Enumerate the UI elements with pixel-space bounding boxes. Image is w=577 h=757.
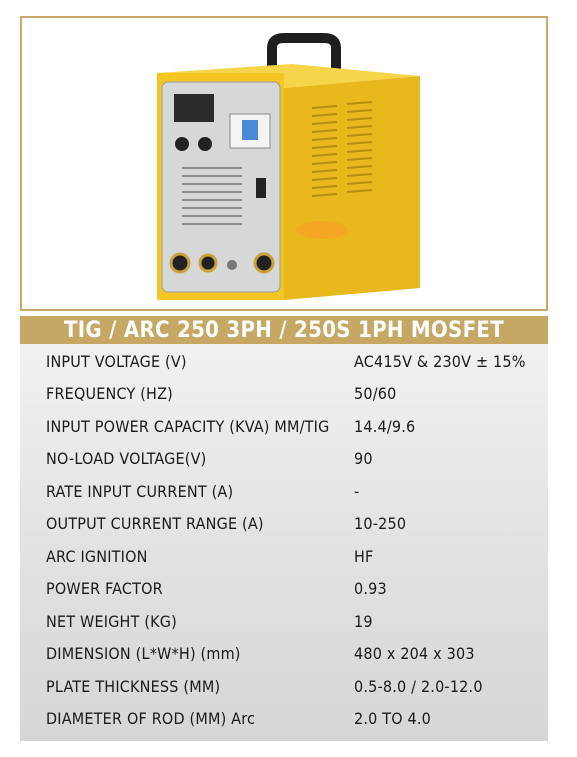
spec-value: 10-250 (354, 514, 407, 533)
sun-logo (296, 221, 348, 239)
spec-row (20, 508, 548, 540)
spec-value: - (354, 482, 360, 501)
machine-side (284, 76, 420, 300)
spec-row (20, 541, 548, 573)
spec-row (20, 638, 548, 670)
spec-row (20, 573, 548, 605)
spec-row (20, 378, 548, 410)
product-title: TIG / ARC 250 3PH / 250S 1PH MOSFET (20, 316, 548, 344)
spec-label: INPUT POWER CAPACITY (KVA) MM/TIG (46, 417, 330, 436)
spec-value: 0.93 (354, 579, 387, 598)
spec-label: RATE INPUT CURRENT (A) (46, 482, 234, 501)
spec-label: ARC IGNITION (46, 547, 148, 566)
spec-value: 50/60 (354, 384, 397, 403)
spec-row (20, 476, 548, 508)
spec-label: NET WEIGHT (KG) (46, 612, 177, 631)
gas-connector (200, 255, 216, 271)
spec-value: 90 (354, 449, 373, 468)
spec-row (20, 346, 548, 378)
spec-label: FREQUENCY (HZ) (46, 384, 173, 403)
spec-value: 2.0 TO 4.0 (354, 709, 432, 728)
spec-label: POWER FACTOR (46, 579, 163, 598)
spec-value: 19 (354, 612, 373, 631)
spec-value: AC415V & 230V ± 15% (354, 352, 526, 371)
spec-value: 14.4/9.6 (354, 417, 416, 436)
spec-table (20, 344, 548, 741)
time-knob (198, 137, 212, 151)
display-screen (174, 94, 214, 122)
welding-machine-image (22, 18, 546, 309)
spec-label: PLATE THICKNESS (MM) (46, 677, 221, 696)
spec-row (20, 411, 548, 443)
negative-terminal (171, 254, 189, 272)
tig-arc-switch (256, 178, 266, 198)
breaker-window (242, 120, 258, 140)
spec-value: 0.5-8.0 / 2.0-12.0 (354, 677, 483, 696)
control-socket (227, 260, 237, 270)
spec-label: DIAMETER OF ROD (MM) Arc (46, 709, 256, 728)
spec-value: HF (354, 547, 374, 566)
spec-label: OUTPUT CURRENT RANGE (A) (46, 514, 264, 533)
current-knob (175, 137, 189, 151)
product-photo-frame (20, 16, 548, 311)
positive-terminal (255, 254, 273, 272)
spec-label: INPUT VOLTAGE (V) (46, 352, 187, 371)
spec-row (20, 606, 548, 638)
spec-row (20, 671, 548, 703)
spec-row (20, 443, 548, 475)
spec-label: NO-LOAD VOLTAGE(V) (46, 449, 207, 468)
spec-label: DIMENSION (L*W*H) (mm) (46, 644, 241, 663)
spec-value: 480 x 204 x 303 (354, 644, 475, 663)
spec-row (20, 703, 548, 735)
